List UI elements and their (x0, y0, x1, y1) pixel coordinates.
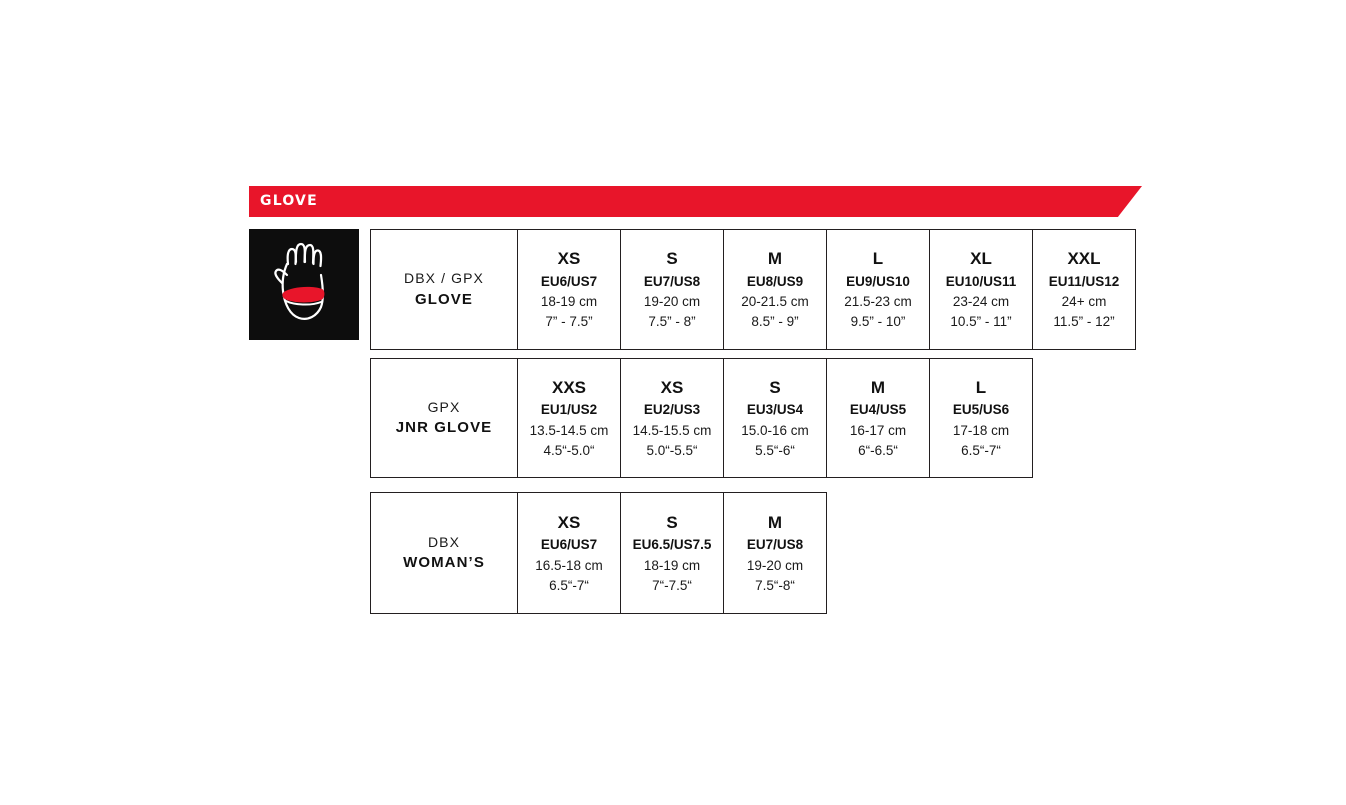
size-table-dbx-womans (370, 492, 827, 614)
size-column-m (827, 359, 930, 478)
cm-value: 14.5-15.5 cm (632, 422, 712, 438)
cm-value: 20-21.5 cm (741, 294, 809, 310)
size-column-l (827, 230, 930, 350)
eu-us-label: EU5/US6 (952, 402, 1010, 418)
size-column-m (724, 230, 827, 350)
inch-value: 4.5“-5.0“ (543, 442, 595, 458)
size-label: M (767, 249, 783, 269)
cm-value: 16.5-18 cm (535, 557, 603, 573)
section-banner (249, 186, 1142, 217)
cm-value: 15.0-16 cm (741, 422, 809, 438)
inch-value: 5.0“-5.5“ (646, 442, 698, 458)
cm-value: 19-20 cm (643, 294, 701, 310)
banner-title: GLOVE (260, 193, 318, 209)
size-column-xs (518, 230, 621, 350)
eu-us-label: EU6/US7 (540, 537, 598, 553)
cm-value: 16-17 cm (849, 422, 907, 438)
size-column-xxl (1033, 230, 1136, 350)
size-table-gpx-jnr-glove (370, 358, 1033, 478)
cm-value: 19-20 cm (746, 557, 804, 573)
inch-value: 6“-6.5“ (858, 442, 898, 458)
cm-value: 21.5-23 cm (844, 294, 912, 310)
inch-value: 6.5“-7“ (549, 577, 589, 593)
size-column-xs (518, 493, 621, 614)
cm-value: 18-19 cm (540, 294, 598, 310)
inch-value: 11.5” - 12” (1053, 314, 1115, 330)
inch-value: 5.5“-6“ (755, 442, 795, 458)
size-table-dbx-gpx-glove (370, 229, 1136, 350)
cm-value: 13.5-14.5 cm (529, 422, 609, 438)
table-name-bottom: GLOVE (414, 290, 473, 308)
cm-value: 18-19 cm (643, 557, 701, 573)
eu-us-label: EU10/US11 (945, 273, 1017, 289)
table-name-bottom: WOMAN’S (403, 554, 485, 572)
inch-value: 7.5” - 8” (648, 314, 696, 330)
size-column-xxs (518, 359, 621, 478)
size-label: L (872, 249, 884, 269)
eu-us-label: EU11/US12 (1048, 273, 1120, 289)
table-name-cell (371, 493, 518, 614)
size-column-s (724, 359, 827, 478)
size-label: M (870, 377, 886, 397)
table-name-cell (371, 359, 518, 478)
table-row (371, 359, 1033, 478)
size-label: XXL (1067, 249, 1101, 269)
size-label: XXS (551, 377, 587, 397)
size-label: S (769, 377, 781, 397)
size-column-l (930, 359, 1033, 478)
size-label: XS (557, 512, 581, 532)
eu-us-label: EU3/US4 (746, 402, 804, 418)
size-label: XS (557, 249, 581, 269)
table-name-top: DBX (427, 533, 461, 550)
size-label: S (666, 512, 678, 532)
size-column-s (621, 230, 724, 350)
inch-value: 6.5“-7“ (961, 442, 1001, 458)
glove-image-tile (249, 229, 359, 340)
size-column-xl (930, 230, 1033, 350)
size-column-m (724, 493, 827, 614)
inch-value: 7” - 7.5” (545, 314, 593, 330)
eu-us-label: EU4/US5 (849, 402, 907, 418)
size-label: XL (970, 249, 992, 269)
banner-shape (249, 186, 1142, 217)
cm-value: 23-24 cm (952, 294, 1010, 310)
size-label: S (666, 249, 678, 269)
table-name-top: GPX (427, 398, 461, 415)
eu-us-label: EU7/US8 (746, 537, 804, 553)
inch-value: 10.5” - 11” (950, 314, 1012, 330)
table-row (371, 230, 1136, 350)
size-column-xs (621, 359, 724, 478)
cm-value: 24+ cm (1061, 294, 1107, 310)
size-label: XS (660, 377, 684, 397)
eu-us-label: EU8/US9 (746, 273, 804, 289)
size-label: M (767, 512, 783, 532)
inch-value: 8.5” - 9” (751, 314, 799, 330)
eu-us-label: EU9/US10 (846, 273, 910, 289)
table-name-cell (371, 230, 518, 350)
table-name-bottom: JNR GLOVE (395, 419, 493, 437)
eu-us-label: EU6.5/US7.5 (632, 537, 712, 553)
inch-value: 7“-7.5“ (652, 577, 692, 593)
eu-us-label: EU2/US3 (643, 402, 701, 418)
cm-value: 17-18 cm (952, 422, 1010, 438)
size-column-s (621, 493, 724, 614)
eu-us-label: EU6/US7 (540, 273, 598, 289)
eu-us-label: EU1/US2 (540, 402, 598, 418)
table-row (371, 493, 827, 614)
inch-value: 7.5“-8“ (755, 577, 795, 593)
inch-value: 9.5” - 10” (850, 314, 906, 330)
size-label: L (975, 377, 987, 397)
glove-hand-icon (249, 229, 359, 340)
table-name-top: DBX / GPX (404, 270, 484, 287)
eu-us-label: EU7/US8 (643, 273, 701, 289)
